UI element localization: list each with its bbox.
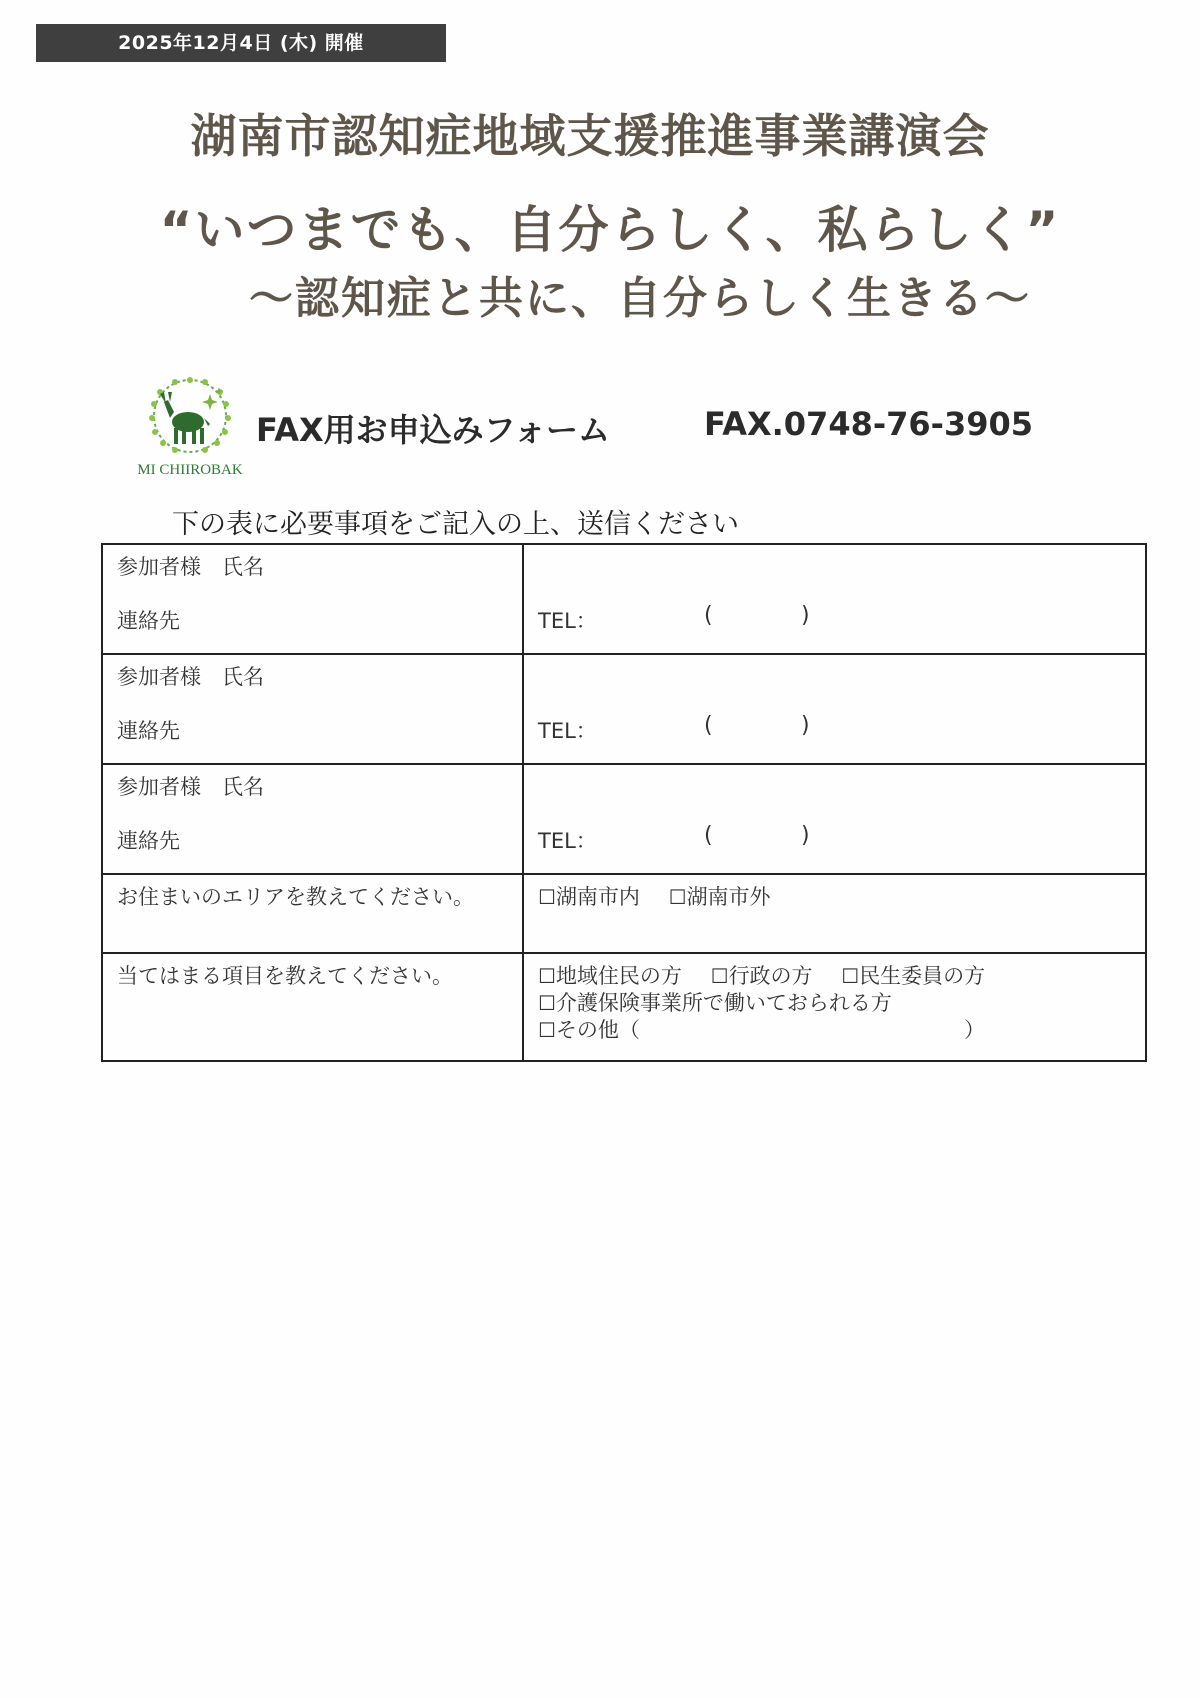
participant-name-label: 参加者様 氏名 bbox=[117, 775, 264, 799]
checkbox-icon[interactable]: ☐ bbox=[538, 991, 556, 1015]
application-form-table bbox=[101, 543, 1147, 1062]
category-row bbox=[103, 954, 1145, 1060]
category-question-cell bbox=[103, 954, 524, 1060]
area-row bbox=[103, 875, 1145, 954]
participant-contact-label: 連絡先 bbox=[117, 719, 180, 743]
checkbox-icon[interactable]: ☐ bbox=[668, 885, 687, 909]
other-close-paren: ） bbox=[964, 1018, 985, 1042]
area-code-close-paren: ) bbox=[801, 823, 810, 848]
form-instruction: 下の表に必要事項をご記入の上、送信ください bbox=[172, 509, 739, 540]
category-options-line-3 bbox=[538, 1014, 662, 1044]
checkbox-icon[interactable]: ☐ bbox=[841, 964, 860, 988]
logo-text: MI CHIIROBAK bbox=[137, 462, 243, 478]
catchphrase-sub: ～認知症と共に、自分らしく生きる～ bbox=[249, 273, 1031, 324]
participant-contact-label: 連絡先 bbox=[117, 829, 180, 853]
fax-number: FAX.0748-76-3905 bbox=[704, 405, 1033, 443]
area-options-cell bbox=[524, 875, 1145, 952]
area-code-open-paren: ( bbox=[704, 823, 713, 848]
organization-logo bbox=[130, 372, 250, 482]
event-title: 湖南市認知症地域支援推進事業講演会 bbox=[190, 109, 990, 163]
category-option-government[interactable]: ☐行政の方 bbox=[710, 964, 813, 988]
category-question-label: 当てはまる項目を教えてください。 bbox=[117, 964, 453, 988]
area-question-cell bbox=[103, 875, 524, 952]
tel-label: TEL： bbox=[538, 829, 597, 853]
participant-input-cell[interactable] bbox=[524, 765, 1145, 873]
fax-form-title: FAX用お申込みフォーム bbox=[256, 411, 611, 449]
participant-row bbox=[103, 655, 1145, 765]
category-option-resident[interactable]: ☐地域住民の方 bbox=[538, 964, 682, 988]
participant-label-cell bbox=[103, 655, 524, 763]
participant-input-cell[interactable] bbox=[524, 545, 1145, 653]
area-options bbox=[538, 881, 793, 911]
checkbox-icon[interactable]: ☐ bbox=[710, 964, 729, 988]
area-code-open-paren: ( bbox=[704, 713, 713, 738]
participant-label-cell bbox=[103, 765, 524, 873]
event-date-banner: 2025年12月4日 (木) 開催 bbox=[36, 24, 446, 62]
area-question-label: お住まいのエリアを教えてください。 bbox=[117, 885, 474, 909]
participant-input-cell[interactable] bbox=[524, 655, 1145, 763]
participant-row bbox=[103, 765, 1145, 875]
participant-contact-label: 連絡先 bbox=[117, 609, 180, 633]
area-code-close-paren: ) bbox=[801, 713, 810, 738]
category-option-other[interactable]: ☐その他（ bbox=[538, 1018, 640, 1042]
category-option-welfare-commissioner[interactable]: ☐民生委員の方 bbox=[841, 964, 986, 988]
category-options-line-2 bbox=[538, 987, 914, 1017]
category-option-care-worker[interactable]: ☐介護保険事業所で働いておられる方 bbox=[538, 991, 892, 1015]
participant-row bbox=[103, 545, 1145, 655]
catchphrase-main: “いつまでも、自分らしく、私らしく” bbox=[159, 201, 1061, 259]
donkey-wreath-logo-icon bbox=[130, 372, 250, 467]
checkbox-icon[interactable]: ☐ bbox=[538, 964, 556, 988]
checkbox-icon[interactable]: ☐ bbox=[538, 1018, 556, 1042]
area-code-close-paren: ) bbox=[801, 603, 810, 628]
category-options-line-1 bbox=[538, 960, 1007, 990]
area-code-open-paren: ( bbox=[704, 603, 713, 628]
category-options-cell bbox=[524, 954, 1145, 1060]
area-option-inside[interactable]: ☐湖南市内 bbox=[538, 885, 640, 909]
participant-label-cell bbox=[103, 545, 524, 653]
tel-label: TEL： bbox=[538, 609, 597, 633]
participant-name-label: 参加者様 氏名 bbox=[117, 555, 264, 579]
participant-name-label: 参加者様 氏名 bbox=[117, 665, 264, 689]
tel-label: TEL： bbox=[538, 719, 597, 743]
area-option-outside[interactable]: ☐湖南市外 bbox=[668, 885, 771, 909]
checkbox-icon[interactable]: ☐ bbox=[538, 885, 556, 909]
